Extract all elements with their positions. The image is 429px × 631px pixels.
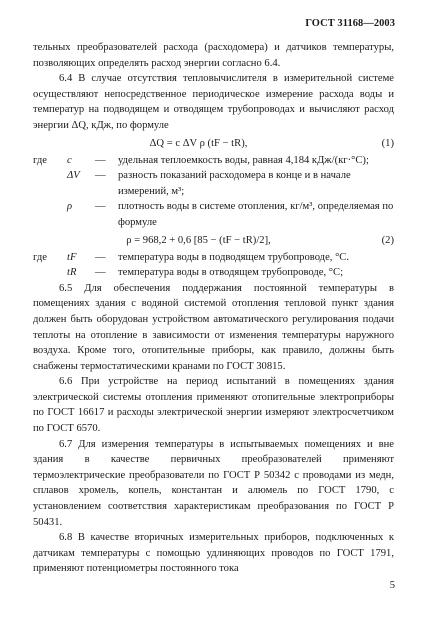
definition-item: [33, 153, 394, 169]
formula-2-number: (2): [381, 234, 394, 246]
formula-1-expression: ΔQ = c ΔV ρ (tF − tR),: [149, 137, 248, 149]
document-id-header: ГОСТ 31168—2003: [305, 18, 395, 29]
definition-symbol: tF: [67, 251, 77, 263]
definition-item: [33, 168, 394, 199]
formula-2: [33, 231, 394, 250]
page-number: 5: [389, 580, 395, 591]
definition-text: разность показаний расходомера в конце и в начале измерений, м³;: [118, 170, 351, 197]
definition-dash: —: [95, 251, 106, 263]
paragraph-6-5: 6.5 Для обеспечения поддержания постоянной температуры в помещениях здания с водяной системой отопления тепловой пункт здания должен быть оборудован устройством автоматического регулирования подачи теплоты на отопление в зависимости от изменения температуры наружного воздуха. Кроме того, отопительные приборы, как правило, должны быть снабжены термостатическими кранами по ГОСТ 30815.: [33, 282, 394, 372]
paragraph-6-6: 6.6 При устройстве на период испытаний в помещениях здания электрической системы отопления применяют отопительные электроприборы по ГОСТ 16617 и расходы электрической энергии измеряют электросчетчиком по ГОСТ 6570.: [33, 376, 394, 435]
formula-1-number: (1): [381, 137, 394, 149]
definition-symbol: c: [67, 154, 72, 166]
definition-item: [33, 199, 394, 230]
paragraph-6-8: 6.8 В качестве вторичных измерительных приборов, подключенных к датчикам температуры с помощью удлиняющих проводов по ГОСТ 1791, применяют потенциометры постоянного тока: [33, 532, 394, 575]
definition-lead: где: [33, 251, 47, 263]
definition-dash: —: [95, 267, 106, 279]
paragraph-6-4: 6.4 В случае отсутствия тепловычислителя в измерительной системе осуществляют непосредственное периодическое измерение расхода воды и температур на подводящем и отводящем трубопроводах и вычисляют расход энергии ΔQ, кДж, по формуле: [33, 73, 394, 131]
definition-symbol: ρ: [67, 201, 73, 213]
formula-1: [33, 134, 394, 153]
definition-item: [33, 265, 394, 281]
definition-dash: —: [95, 154, 106, 166]
definition-dash: —: [95, 201, 106, 213]
page-content: [33, 40, 394, 577]
definition-lead: где: [33, 154, 47, 166]
paragraph-6-7: 6.7 Для измерения температуры в испытываемых помещениях и вне здания в качестве первичных преобразователей применяют термоэлектрические преобразователи по ГОСТ Р 50342 с проводами из медн, сплавов хромель, копель, константан и алюмель по ГОСТ 1790, с установлением соответствия характеристикам преобразования по ГОСТ Р 50431.: [33, 438, 394, 528]
definition-dash: —: [95, 170, 106, 182]
definition-item: [33, 250, 394, 266]
definition-text: плотность воды в системе отопления, кг/м³, определяемая по формуле: [118, 201, 394, 228]
definition-text: удельная теплоемкость воды, равная 4,184 кДж/(кг·°С);: [118, 154, 369, 166]
definition-text: температура воды в отводящем трубопроводе, °С;: [118, 267, 344, 279]
definition-symbol: tR: [67, 267, 77, 279]
paragraph-continuation: тельных преобразователей расхода (расходомера) и датчиков температуры, позволяющих определять расход энергии согласно 6.4.: [33, 42, 394, 69]
definition-text: температура воды в подводящем трубопроводе, °С.: [118, 251, 350, 263]
formula-2-expression: ρ = 968,2 + 0,6 [85 − (tF − tR)/2],: [126, 234, 271, 246]
definition-symbol: ΔV: [67, 170, 80, 182]
